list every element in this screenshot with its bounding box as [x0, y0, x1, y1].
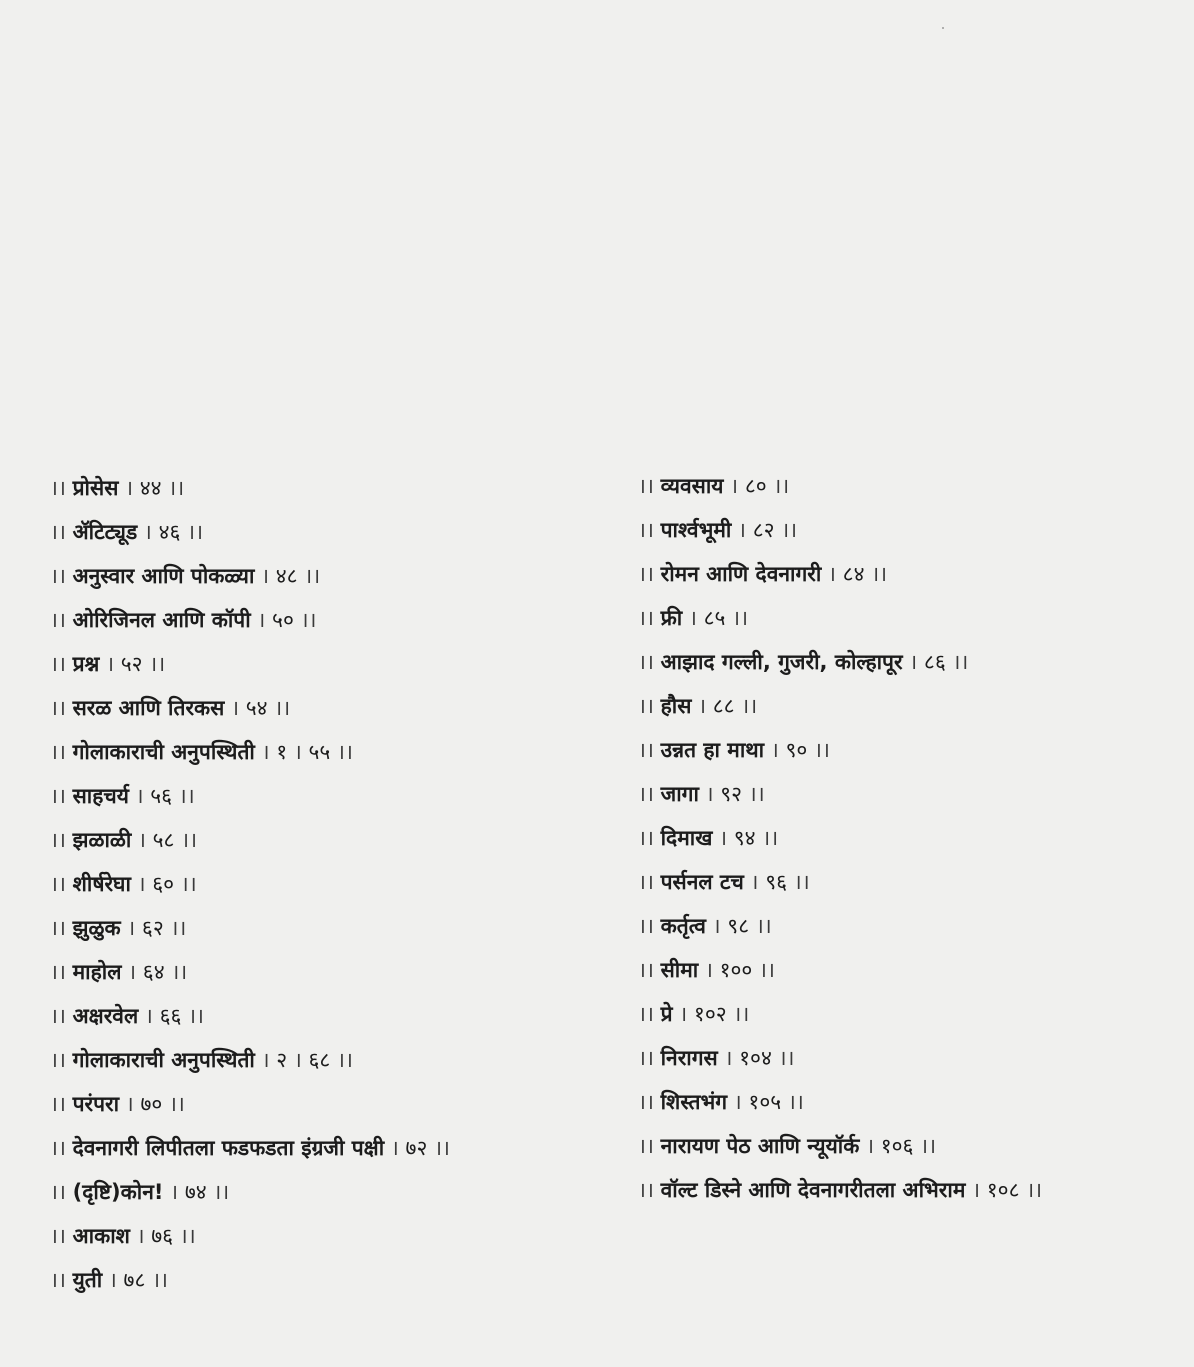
entry-page-number: ५२: [120, 652, 143, 676]
close-separator: ।।: [778, 1046, 795, 1070]
entry-title: दिमाख: [660, 826, 713, 850]
entry-page-number: ६०: [152, 872, 175, 896]
divider: ।: [106, 652, 115, 676]
entry-page-number: ९०: [785, 738, 808, 762]
entry-title: गोलाकाराची अनुपस्थिती: [72, 740, 255, 764]
divider: ।: [125, 1092, 134, 1116]
entry-title: फ्री: [660, 606, 683, 630]
open-separator: ।।: [638, 1178, 654, 1202]
divider: ।: [866, 1134, 875, 1158]
close-separator: ।।: [781, 518, 798, 542]
toc-entry: [638, 684, 1168, 728]
close-separator: ।।: [304, 564, 321, 588]
close-separator: ।।: [748, 782, 765, 806]
divider: ।: [712, 914, 721, 938]
close-separator: ।।: [179, 1224, 196, 1248]
toc-entry: [638, 1168, 1168, 1212]
close-separator: ।।: [1026, 1178, 1043, 1202]
close-separator: ।।: [180, 872, 197, 896]
entry-title: सीमा: [660, 958, 699, 982]
entry-title: कर्तृत्व: [660, 914, 706, 938]
close-separator: ।।: [755, 914, 772, 938]
close-separator: ।।: [920, 1134, 937, 1158]
entry-page-number: ७४: [184, 1180, 207, 1204]
close-separator: ।।: [741, 694, 758, 718]
entry-part-number: १: [276, 740, 288, 764]
divider: ।: [972, 1178, 981, 1202]
close-separator: ।।: [814, 738, 830, 762]
open-separator: ।।: [50, 1092, 66, 1116]
close-separator: ।।: [213, 1180, 230, 1204]
entry-title: माहोल: [72, 960, 122, 984]
open-separator: ।।: [50, 872, 66, 896]
entry-title: आकाश: [72, 1224, 130, 1248]
close-separator: ।।: [733, 1002, 750, 1026]
entry-page-number: ७८: [123, 1268, 146, 1292]
entry-page-number: ४६: [158, 520, 181, 544]
entry-title: झुळुक: [72, 916, 121, 940]
toc-entry: [50, 1038, 590, 1082]
open-separator: ।।: [50, 1004, 66, 1028]
divider: ।: [127, 916, 136, 940]
entry-page-number: १०५: [748, 1090, 782, 1114]
toc-entry: [638, 816, 1168, 860]
entry-page-number: ६२: [141, 916, 164, 940]
open-separator: ।।: [50, 476, 66, 500]
close-separator: ।।: [759, 958, 775, 982]
toc-entry: [50, 1214, 590, 1258]
entry-title: आझाद गल्ली, गुजरी, कोल्हापूर: [660, 650, 903, 674]
toc-entry: [638, 1124, 1168, 1168]
toc-entry: [638, 728, 1168, 772]
entry-title: प्रे: [660, 1002, 673, 1026]
entry-page-number: ९८: [727, 914, 750, 938]
toc-entry: [638, 1080, 1168, 1124]
entry-page-number: ५४: [245, 696, 268, 720]
open-separator: ।।: [638, 1090, 654, 1114]
close-separator: ।।: [871, 562, 888, 586]
open-separator: ।।: [50, 1048, 66, 1072]
entry-title: प्रश्न: [72, 652, 100, 676]
entry-title: (दृष्टि)कोन!: [72, 1180, 164, 1204]
divider: ।: [828, 562, 836, 586]
toc-entry: [50, 1126, 590, 1170]
toc-entry: [638, 992, 1168, 1036]
open-separator: ।।: [50, 828, 66, 852]
open-separator: ।।: [638, 826, 654, 850]
close-separator: ।।: [773, 474, 790, 498]
divider: ।: [108, 1268, 117, 1292]
open-separator: ।।: [638, 870, 654, 894]
divider: ।: [730, 474, 739, 498]
close-separator: ।।: [274, 696, 291, 720]
open-separator: ।।: [638, 694, 654, 718]
entry-title: ॲटिट्यूड: [72, 520, 138, 544]
entry-title: प्रोसेस: [72, 476, 119, 500]
entry-title: युती: [72, 1268, 103, 1292]
open-separator: ।।: [638, 738, 654, 762]
entry-title: गोलाकाराची अनुपस्थिती: [72, 1048, 255, 1072]
toc-entry: [50, 1258, 590, 1302]
open-separator: ।।: [50, 1136, 66, 1160]
toc-entry: [638, 508, 1168, 552]
entry-page-number: ५६: [150, 784, 173, 808]
entry-title: झळाळी: [72, 828, 132, 852]
toc-entry: [50, 466, 590, 510]
toc-entry: [638, 640, 1168, 684]
divider: ।: [137, 872, 146, 896]
divider: ।: [909, 650, 918, 674]
divider: ।: [698, 694, 707, 718]
entry-page-number: ६४: [142, 960, 165, 984]
entry-page-number: ६६: [159, 1004, 182, 1028]
toc-entry: [50, 906, 590, 950]
open-separator: ।।: [638, 474, 654, 498]
entry-title: साहचर्य: [72, 784, 129, 808]
close-separator: ।।: [152, 1268, 168, 1292]
toc-entry: [50, 686, 590, 730]
toc-entry: [638, 860, 1168, 904]
open-separator: ।।: [638, 914, 654, 938]
entry-title: देवनागरी लिपीतला फडफडता इंग्रजी पक्षी: [72, 1136, 385, 1160]
divider: ।: [135, 784, 144, 808]
toc-entry: [638, 1036, 1168, 1080]
entry-page-number: ७६: [151, 1224, 174, 1248]
entry-title: रोमन आणि देवनागरी: [660, 562, 822, 586]
close-separator: ।।: [187, 520, 204, 544]
open-separator: ।।: [50, 520, 66, 544]
divider: ।: [688, 606, 697, 630]
close-separator: ।।: [168, 1092, 185, 1116]
entry-page-number: ८४: [842, 562, 865, 586]
close-separator: ।।: [434, 1136, 450, 1160]
open-separator: ।।: [50, 1268, 66, 1292]
entry-page-number: १०८: [986, 1178, 1020, 1202]
toc-entry: [50, 1170, 590, 1214]
open-separator: ।।: [638, 958, 654, 982]
toc-entry: [638, 552, 1168, 596]
close-separator: ।।: [188, 1004, 205, 1028]
entry-title: अनुस्वार आणि पोकळ्या: [72, 564, 255, 588]
entry-title: उन्नत हा माथा: [660, 738, 765, 762]
entry-page-number: ४४: [139, 476, 162, 500]
entry-title: व्यवसाय: [660, 474, 724, 498]
entry-page-number: ८५: [703, 606, 726, 630]
entry-title: वॉल्ट डिस्ने आणि देवनागरीतला अभिराम: [660, 1178, 966, 1202]
divider: ।: [261, 1048, 270, 1072]
divider: ।: [261, 564, 270, 588]
entry-title: शिस्तभंग: [660, 1090, 728, 1114]
divider: ।: [231, 696, 240, 720]
open-separator: ।।: [50, 608, 66, 632]
open-separator: ।।: [50, 740, 66, 764]
entry-title: अक्षरवेल: [72, 1004, 139, 1028]
open-separator: ।।: [638, 562, 654, 586]
open-separator: ।।: [50, 652, 66, 676]
entry-page-number: १००: [719, 958, 753, 982]
divider: ।: [293, 740, 302, 764]
close-separator: ।।: [337, 1048, 353, 1072]
divider: ।: [137, 828, 146, 852]
toc-entry: [638, 464, 1168, 508]
open-separator: ।।: [50, 1180, 66, 1204]
toc-entry: [638, 948, 1168, 992]
entry-page-number: ८०: [744, 474, 767, 498]
open-separator: ।।: [50, 564, 66, 588]
entry-title: हौस: [660, 694, 692, 718]
divider: ।: [170, 1180, 179, 1204]
open-separator: ।।: [638, 606, 654, 630]
entry-page-number: १०४: [739, 1046, 772, 1070]
close-separator: ।।: [170, 916, 187, 940]
entry-title: पर्सनल टच: [660, 870, 744, 894]
divider: ।: [679, 1002, 688, 1026]
toc-entry: [638, 772, 1168, 816]
divider: ।: [724, 1046, 733, 1070]
open-separator: ।।: [50, 1224, 66, 1248]
open-separator: ।।: [638, 650, 654, 674]
divider: ।: [144, 1004, 153, 1028]
divider: ।: [705, 782, 714, 806]
entry-page-number: ९४: [733, 826, 756, 850]
divider: ।: [733, 1090, 742, 1114]
close-separator: ।।: [171, 960, 188, 984]
divider: ।: [261, 740, 270, 764]
entry-page-number: ९६: [765, 870, 788, 894]
entry-page-number: ७०: [140, 1092, 163, 1116]
toc-right-column: [638, 464, 1168, 1212]
entry-page-number: ९२: [720, 782, 743, 806]
divider: ।: [257, 608, 266, 632]
entry-page-number: ४८: [275, 564, 298, 588]
toc-entry: [50, 862, 590, 906]
entry-title: परंपरा: [72, 1092, 120, 1116]
divider: ।: [128, 960, 137, 984]
entry-title: पार्श्वभूमी: [660, 518, 732, 542]
toc-entry: [50, 818, 590, 862]
entry-page-number: ८६: [923, 650, 946, 674]
entry-title: शीर्षरेघा: [72, 872, 131, 896]
divider: ।: [143, 520, 152, 544]
open-separator: ।।: [50, 696, 66, 720]
close-separator: ।।: [181, 828, 198, 852]
close-separator: ।।: [787, 1090, 804, 1114]
divider: ।: [750, 870, 759, 894]
open-separator: ।।: [50, 784, 66, 808]
entry-page-number: ६८: [308, 1048, 331, 1072]
toc-entry: [638, 596, 1168, 640]
close-separator: ।।: [732, 606, 749, 630]
scan-speck: [942, 27, 944, 29]
divider: ।: [390, 1136, 399, 1160]
toc-entry: [50, 642, 590, 686]
entry-page-number: ५५: [308, 740, 331, 764]
toc-entry: [50, 774, 590, 818]
divider: ।: [770, 738, 779, 762]
entry-title: जागा: [660, 782, 699, 806]
entry-title: निरागस: [660, 1046, 718, 1070]
divider: ।: [704, 958, 713, 982]
close-separator: ।।: [178, 784, 195, 808]
close-separator: ।।: [337, 740, 353, 764]
entry-title: सरळ आणि तिरकस: [72, 696, 225, 720]
close-separator: ।।: [793, 870, 810, 894]
toc-entry: [50, 950, 590, 994]
close-separator: ।।: [762, 826, 779, 850]
toc-entry: [50, 510, 590, 554]
toc-entry: [638, 904, 1168, 948]
entry-page-number: ५८: [152, 828, 175, 852]
divider: ।: [293, 1048, 302, 1072]
divider: ।: [719, 826, 728, 850]
open-separator: ।।: [638, 1046, 654, 1070]
open-separator: ।।: [50, 960, 66, 984]
divider: ।: [125, 476, 134, 500]
toc-left-column: [50, 466, 590, 1302]
toc-entry: [50, 1082, 590, 1126]
entry-page-number: १०६: [880, 1134, 914, 1158]
open-separator: ।।: [638, 1134, 654, 1158]
toc-entry: [50, 598, 590, 642]
toc-entry: [50, 730, 590, 774]
open-separator: ।।: [638, 1002, 654, 1026]
close-separator: ।।: [952, 650, 969, 674]
divider: ।: [738, 518, 746, 542]
entry-page-number: ८२: [752, 518, 775, 542]
entry-page-number: ८८: [712, 694, 735, 718]
entry-title: नारायण पेठ आणि न्यूयॉर्क: [660, 1134, 860, 1158]
divider: ।: [136, 1224, 145, 1248]
entry-page-number: ५०: [272, 608, 294, 632]
toc-entry: [50, 994, 590, 1038]
entry-page-number: १०२: [693, 1002, 727, 1026]
toc-entry: [50, 554, 590, 598]
entry-page-number: ७२: [405, 1136, 428, 1160]
close-separator: ।।: [149, 652, 166, 676]
open-separator: ।।: [638, 782, 654, 806]
close-separator: ।।: [168, 476, 185, 500]
open-separator: ।।: [50, 916, 66, 940]
open-separator: ।।: [638, 518, 654, 542]
entry-title: ओरिजिनल आणि कॉपी: [72, 608, 251, 632]
close-separator: ।।: [300, 608, 317, 632]
entry-part-number: २: [276, 1048, 288, 1072]
